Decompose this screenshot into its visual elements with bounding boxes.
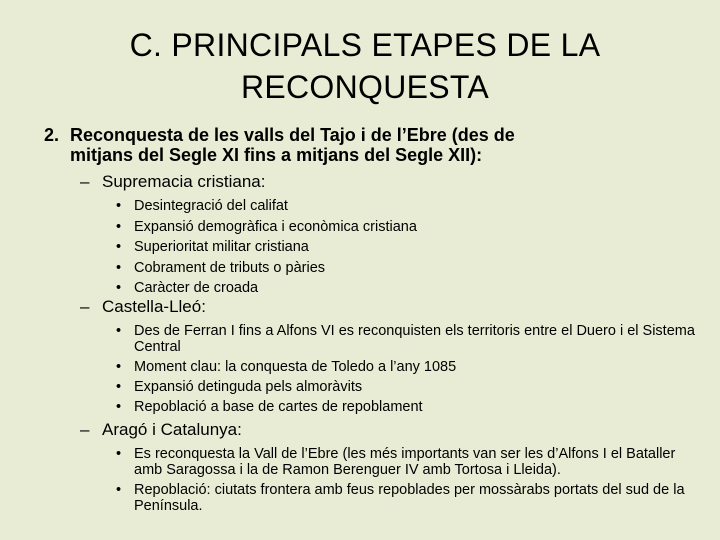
bullet-marker: • (116, 379, 122, 395)
list-item (116, 219, 700, 235)
list-item-text: Superioritat militar cristiana (134, 239, 309, 255)
list-item (116, 446, 700, 478)
list-item-text: Des de Ferran I fins a Alfons VI es reconquisten els territoris entre el Duero i el Sistema Central (134, 323, 695, 355)
list-item (116, 399, 700, 415)
bullet-marker: • (116, 198, 122, 214)
bullet-marker: • (116, 359, 122, 375)
list-item-text: Desintegració del califat (134, 198, 288, 214)
list-item (116, 359, 700, 375)
subsection-supremacia (80, 172, 700, 301)
subsection-label: Supremacia cristiana: (102, 172, 266, 191)
bullet-list (80, 323, 700, 415)
heading-line-1: Reconquesta de les valls del Tajo i de l’Ebre (des de (70, 125, 515, 145)
subsection-label: Castella-Lleó: (102, 297, 206, 316)
bullet-marker: • (116, 482, 122, 498)
dash-marker: – (80, 297, 90, 316)
heading-number: 2. (44, 125, 60, 145)
subsection-title (80, 297, 700, 317)
slide-title: C. PRINCIPALS ETAPES DE LA RECONQUESTA (129, 27, 601, 105)
list-item-text: Caràcter de croada (134, 280, 259, 296)
subsection-label: Aragó i Catalunya: (102, 420, 242, 439)
list-item-text: Cobrament de tributs o pàries (134, 259, 326, 276)
heading-line-2: mitjans del Segle XI fins a mitjans del Segle XII): (70, 145, 483, 165)
list-item (116, 198, 700, 214)
bullet-marker: • (116, 323, 122, 339)
list-item-text: Es reconquesta la Vall de l’Ebre (les més importants van ser les d’Alfons I el Bataller amb Saragossa i la de Ramon Berenguer IV amb Tortosa i Lleida). (134, 446, 676, 478)
bullet-marker: • (116, 446, 122, 462)
subsection-title (80, 172, 700, 192)
subsection-arago-catalunya (80, 420, 700, 518)
list-item (116, 260, 700, 276)
subsection-title (80, 420, 700, 440)
bullet-list (80, 446, 700, 514)
bullet-list (80, 198, 700, 296)
list-item (116, 280, 700, 296)
list-item (116, 482, 700, 514)
bullet-marker: • (116, 259, 122, 276)
list-item-text: Expansió detinguda pels almoràvits (134, 379, 363, 395)
subsection-castella-lleo (80, 297, 700, 419)
list-item (116, 323, 700, 355)
bullet-marker: • (116, 218, 122, 235)
dash-marker: – (80, 420, 90, 439)
dash-marker: – (80, 172, 90, 191)
list-item (116, 239, 700, 255)
list-item-text: Repoblació: ciutats frontera amb feus repoblades per mossàrabs portats del sud de la Península. (134, 482, 685, 514)
list-item-text: Moment clau: la conquesta de Toledo a l’any 1085 (134, 359, 457, 375)
section-heading (44, 125, 684, 165)
bullet-marker: • (116, 399, 122, 415)
list-item-text: Repoblació a base de cartes de repoblament (134, 399, 423, 415)
list-item-text: Expansió demogràfica i econòmica cristiana (134, 218, 417, 235)
list-item (116, 379, 700, 395)
bullet-marker: • (116, 280, 122, 296)
bullet-marker: • (116, 239, 122, 255)
